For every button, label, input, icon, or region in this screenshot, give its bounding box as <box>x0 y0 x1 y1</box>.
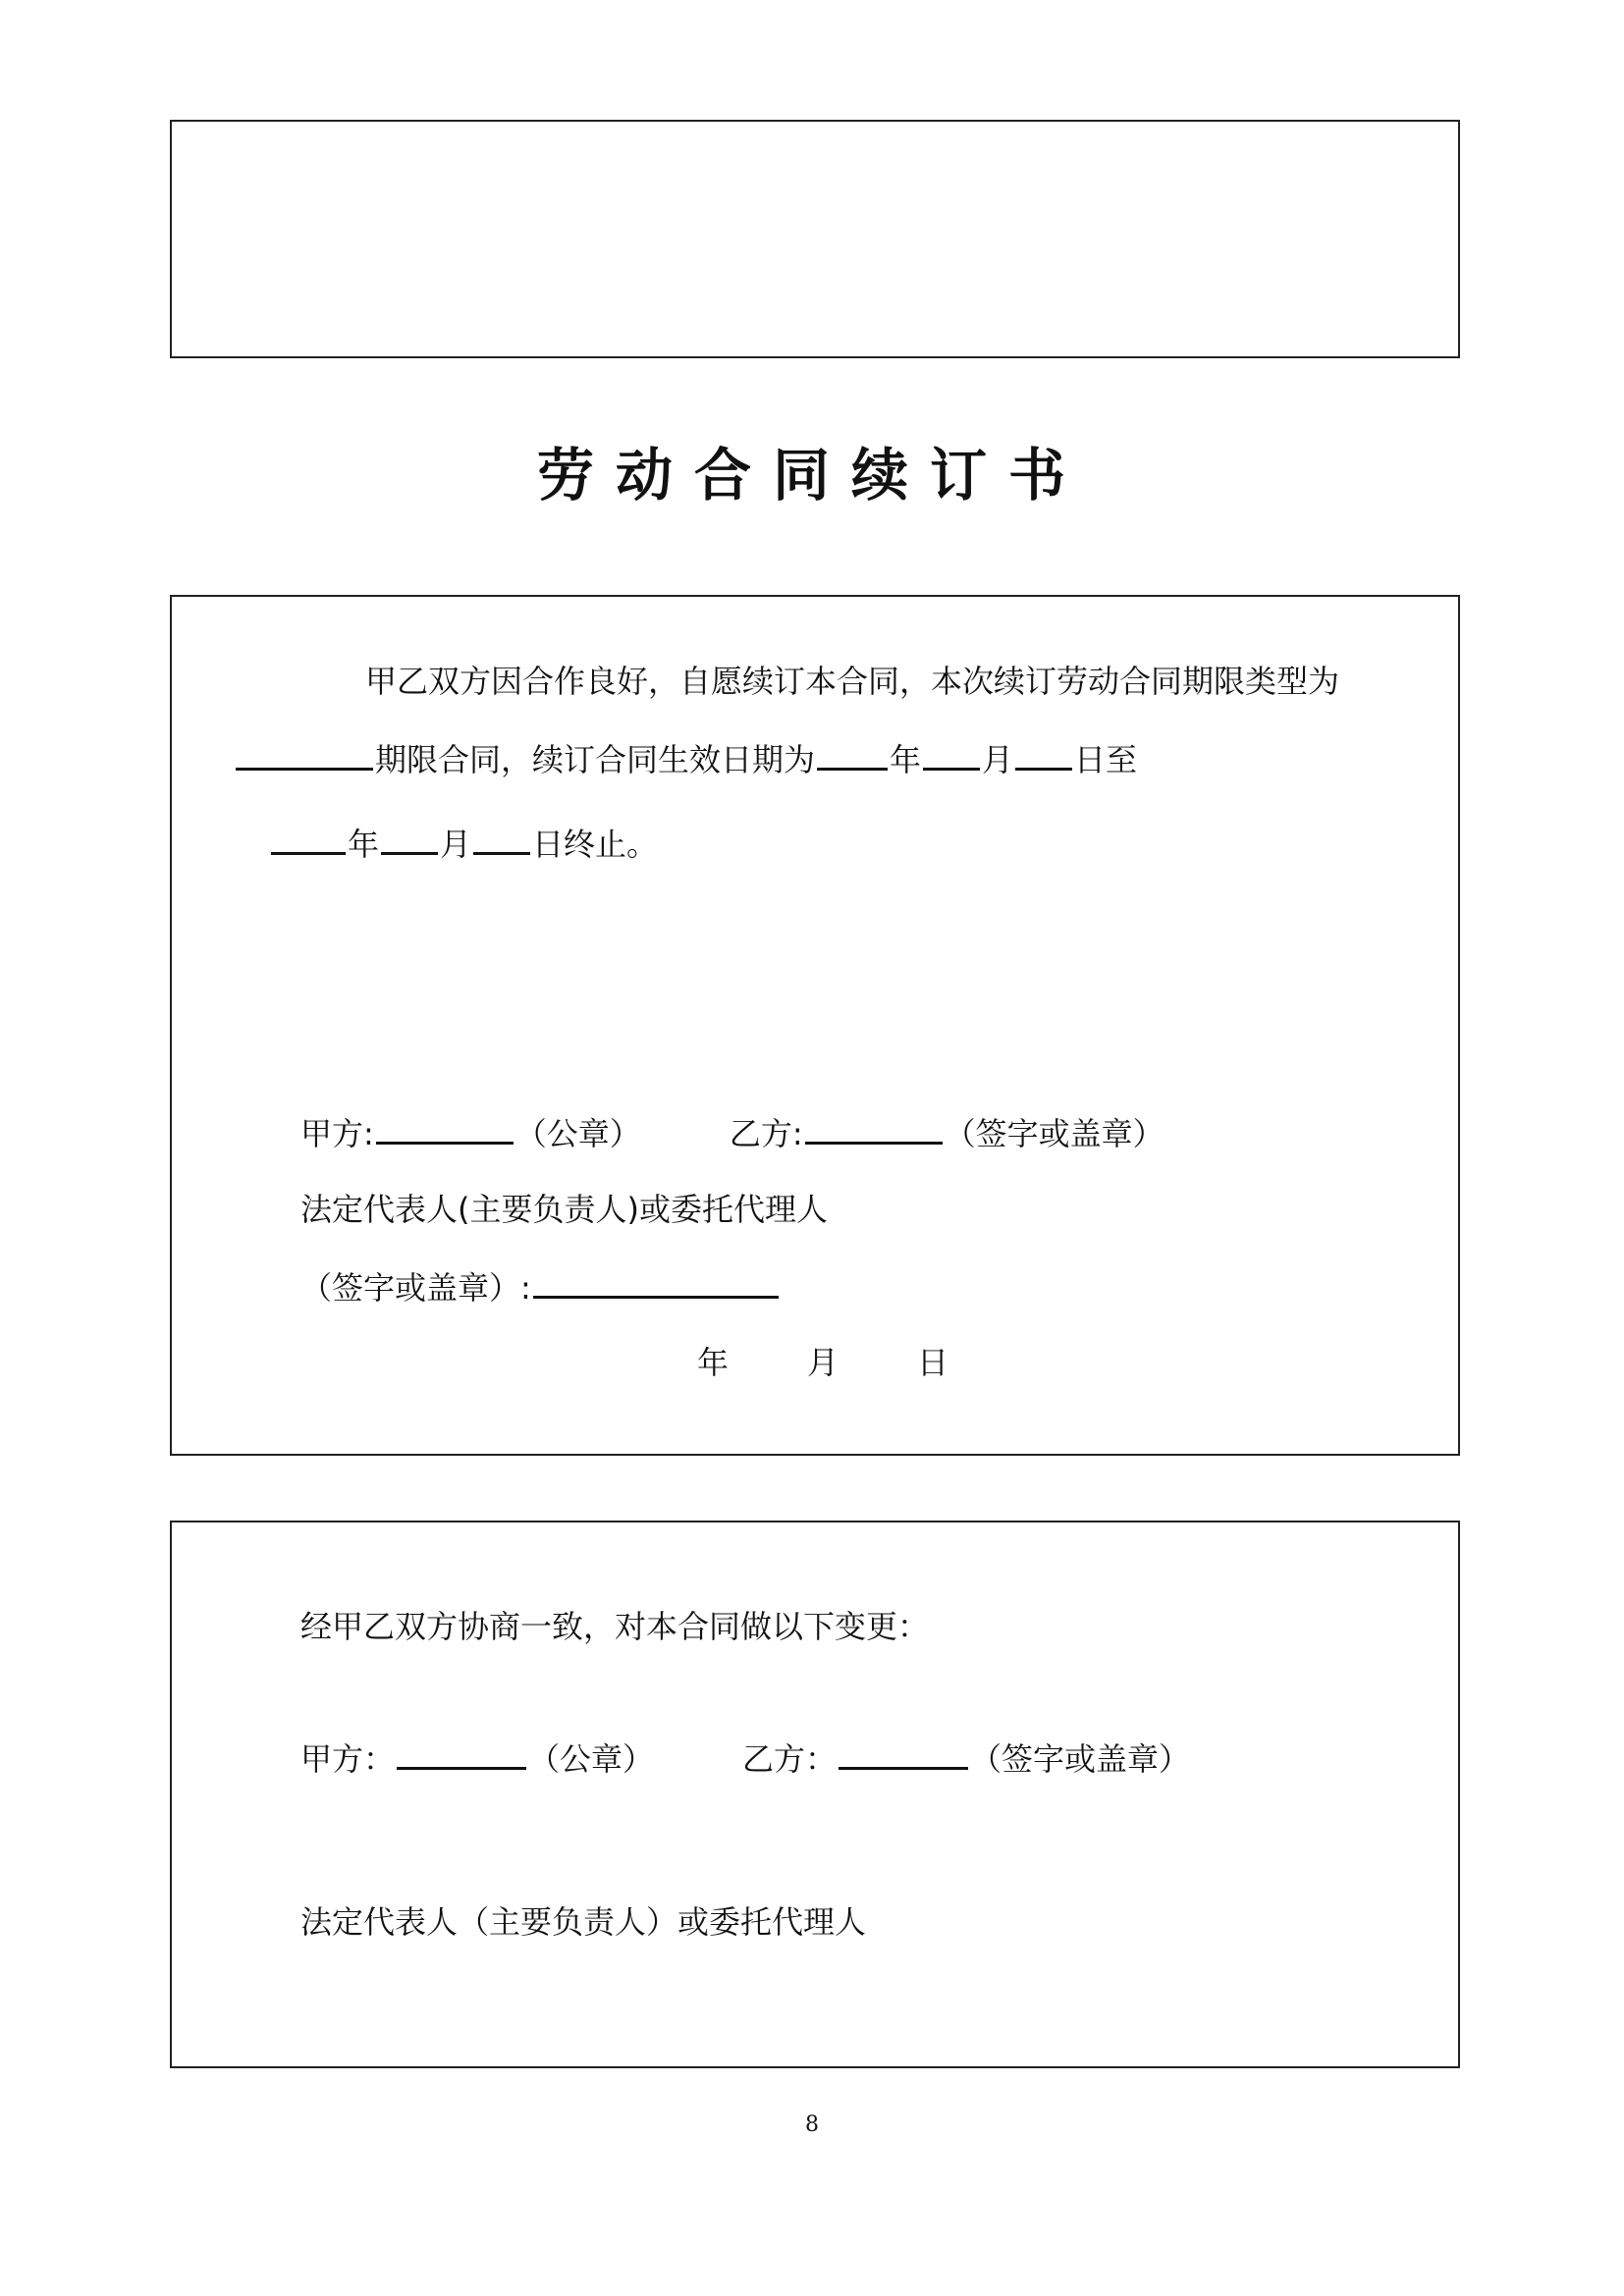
change-party-b-label: 乙方： <box>742 1740 838 1778</box>
start-day-blank[interactable] <box>1015 738 1072 771</box>
change-intro: 经甲乙双方协商一致，对本合同做以下变更： <box>300 1608 930 1645</box>
party-b-label: 乙方: <box>729 1115 803 1152</box>
renewal-section-box <box>170 595 1460 1456</box>
renewal-sign-line: （签字或盖章）: <box>300 1266 781 1304</box>
party-a-blank[interactable] <box>376 1112 514 1145</box>
change-parties-line <box>300 1737 1191 1778</box>
change-party-b-blank[interactable] <box>839 1737 968 1770</box>
change-party-b-sign: （签字或盖章） <box>970 1740 1191 1778</box>
renewal-legal-rep: 法定代表人(主要负责人)或委托代理人 <box>300 1191 828 1228</box>
page-number: 8 <box>805 2112 819 2137</box>
change-section-box <box>170 1521 1460 2068</box>
party-b-blank[interactable] <box>805 1112 943 1145</box>
document-title: 劳动合同续订书 <box>536 442 1087 508</box>
top-empty-box <box>170 120 1460 358</box>
renewal-paragraph-line2: 期限合同，续订合同生效日期为 年 月 日至 <box>234 738 1137 775</box>
end-month-blank[interactable] <box>381 823 438 855</box>
start-year-blank[interactable] <box>817 738 888 771</box>
renewal-paragraph-line1: 甲乙双方因合作良好，自愿续订本合同，本次续订劳动合同期限类型为 <box>365 663 1340 700</box>
change-party-a-label: 甲方： <box>300 1740 396 1778</box>
party-a-label: 甲方: <box>300 1115 374 1152</box>
change-party-a-seal: （公章） <box>528 1740 655 1778</box>
term-type-blank[interactable] <box>236 738 373 771</box>
legal-rep-sign-blank[interactable] <box>533 1266 779 1299</box>
end-year-blank[interactable] <box>271 823 346 855</box>
renewal-paragraph-line3: 年 月 日终止。 <box>269 823 658 860</box>
party-b-sign: （签字或盖章） <box>944 1115 1164 1152</box>
change-party-a-blank[interactable] <box>397 1737 526 1770</box>
start-month-blank[interactable] <box>923 738 980 771</box>
renewal-date-line: 年 月 日 <box>697 1344 949 1381</box>
end-day-blank[interactable] <box>473 823 530 855</box>
change-legal-rep: 法定代表人（主要负责人）或委托代理人 <box>300 1903 867 1941</box>
renewal-parties-line <box>300 1112 1164 1152</box>
party-a-seal: （公章） <box>514 1115 641 1152</box>
